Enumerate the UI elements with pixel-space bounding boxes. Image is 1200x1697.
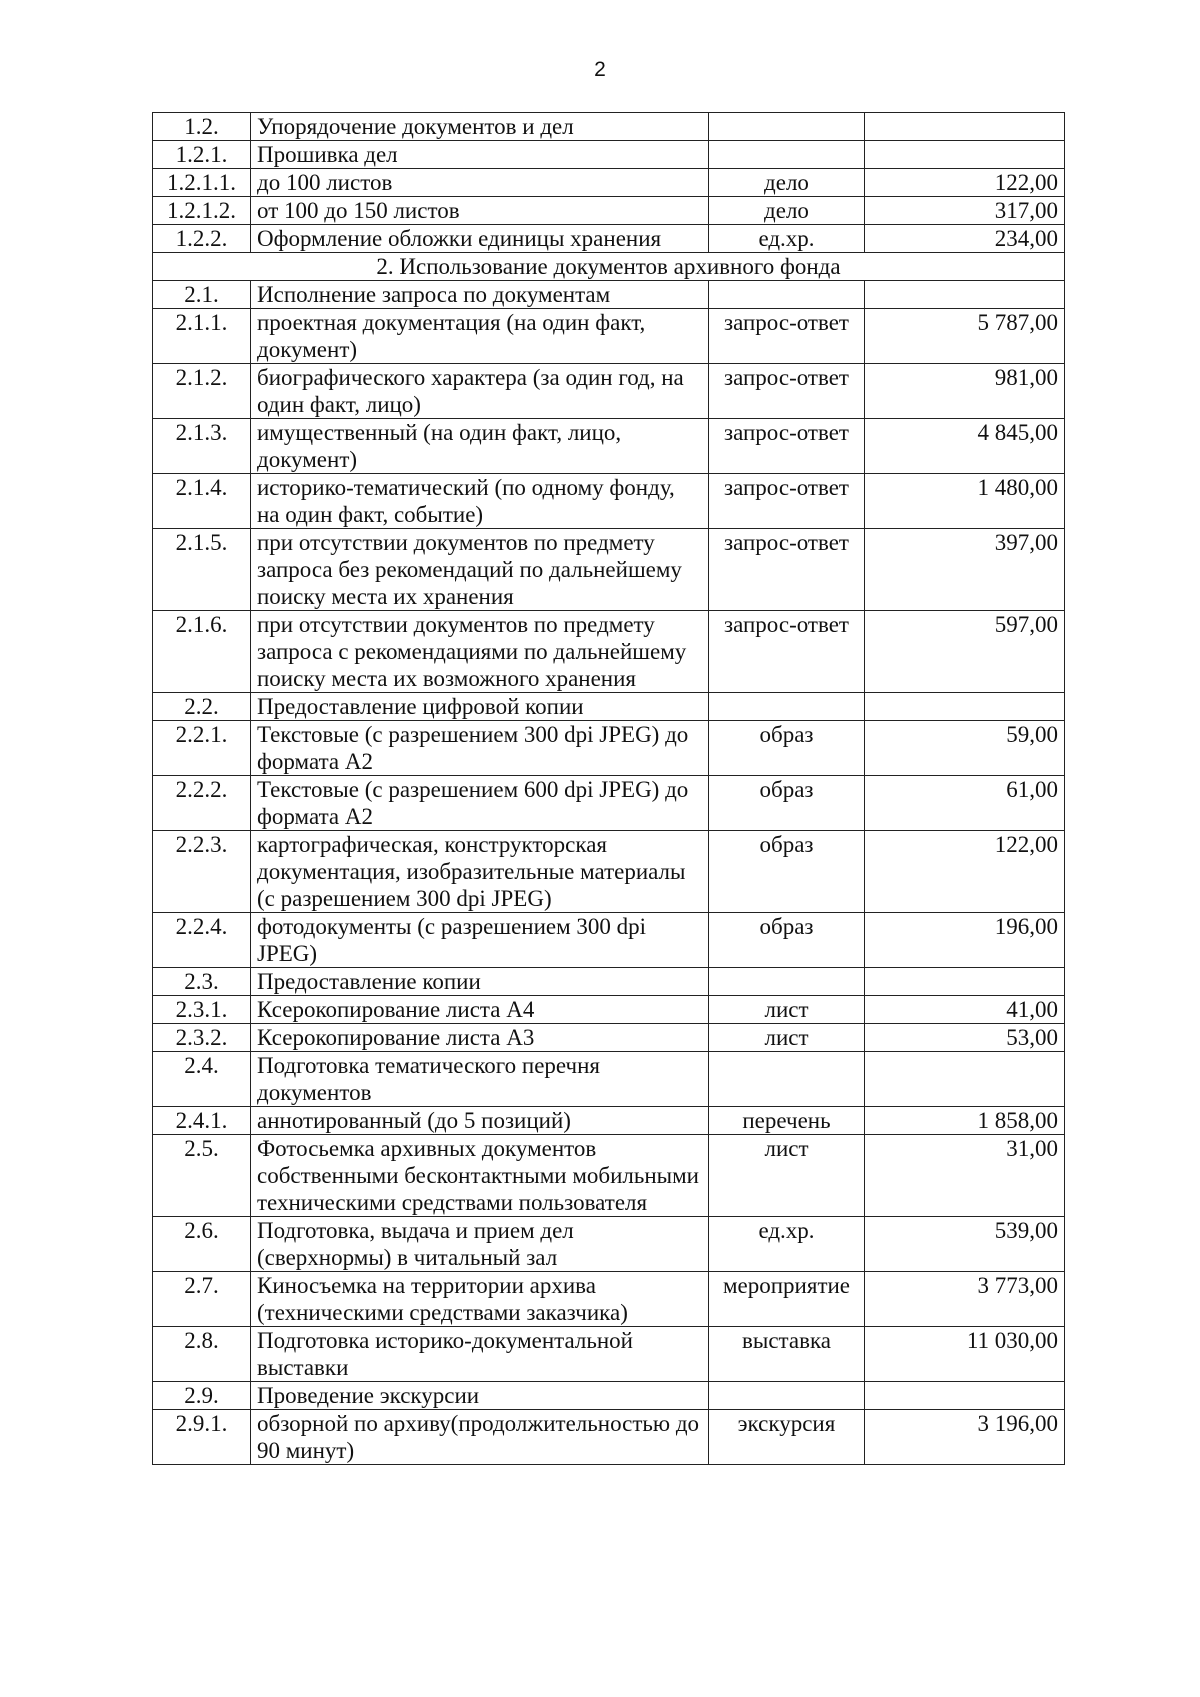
price-cell: 122,00	[865, 831, 1065, 913]
row-number-cell: 1.2.1.1.	[153, 169, 251, 197]
service-name-cell: при отсутствии документов по предмету запроса без рекомендаций по дальнейшему поиску места их хранения	[251, 529, 709, 611]
table-row	[153, 309, 1065, 364]
price-cell: 122,00	[865, 169, 1065, 197]
service-name-cell: Проведение экскурсии	[251, 1382, 709, 1410]
service-name-cell: от 100 до 150 листов	[251, 197, 709, 225]
row-number-cell: 2.2.4.	[153, 913, 251, 968]
row-number-cell: 2.2.1.	[153, 721, 251, 776]
price-cell: 3 196,00	[865, 1410, 1065, 1465]
table-row	[153, 1107, 1065, 1135]
table-row	[153, 197, 1065, 225]
service-name-cell: Подготовка историко-документальной выставки	[251, 1327, 709, 1382]
unit-cell: запрос-ответ	[709, 529, 865, 611]
unit-cell	[709, 113, 865, 141]
price-cell: 539,00	[865, 1217, 1065, 1272]
price-cell: 397,00	[865, 529, 1065, 611]
service-name-cell: Предоставление копии	[251, 968, 709, 996]
service-name-cell: Упорядочение документов и дел	[251, 113, 709, 141]
table-row	[153, 1382, 1065, 1410]
table-row	[153, 996, 1065, 1024]
row-number-cell: 2.4.	[153, 1052, 251, 1107]
table-row	[153, 1024, 1065, 1052]
price-cell: 981,00	[865, 364, 1065, 419]
service-name-cell: при отсутствии документов по предмету запроса с рекомендациями по дальнейшему поиску места их возможного хранения	[251, 611, 709, 693]
unit-cell: лист	[709, 1135, 865, 1217]
service-name-cell: до 100 листов	[251, 169, 709, 197]
unit-cell	[709, 141, 865, 169]
service-name-cell: Прошивка дел	[251, 141, 709, 169]
table-row	[153, 474, 1065, 529]
unit-cell: дело	[709, 197, 865, 225]
price-cell	[865, 1382, 1065, 1410]
service-name-cell: Киносъемка на территории архива (техническими средствами заказчика)	[251, 1272, 709, 1327]
service-name-cell: проектная документация (на один факт, документ)	[251, 309, 709, 364]
table-row	[153, 1217, 1065, 1272]
service-name-cell: картографическая, конструкторская документация, изобразительные материалы (с разрешением 300 dpi JPEG)	[251, 831, 709, 913]
table-row	[153, 419, 1065, 474]
price-cell	[865, 141, 1065, 169]
price-cell: 597,00	[865, 611, 1065, 693]
table-row	[153, 1272, 1065, 1327]
table-row	[153, 913, 1065, 968]
row-number-cell: 2.9.	[153, 1382, 251, 1410]
price-cell	[865, 693, 1065, 721]
price-table-body	[153, 113, 1065, 1465]
row-number-cell: 1.2.	[153, 113, 251, 141]
unit-cell: запрос-ответ	[709, 474, 865, 529]
row-number-cell: 2.7.	[153, 1272, 251, 1327]
row-number-cell: 2.6.	[153, 1217, 251, 1272]
service-name-cell: Предоставление цифровой копии	[251, 693, 709, 721]
price-cell: 1 858,00	[865, 1107, 1065, 1135]
unit-cell: образ	[709, 776, 865, 831]
row-number-cell: 2.1.5.	[153, 529, 251, 611]
unit-cell	[709, 693, 865, 721]
table-row	[153, 113, 1065, 141]
row-number-cell: 1.2.2.	[153, 225, 251, 253]
service-name-cell: Исполнение запроса по документам	[251, 281, 709, 309]
service-name-cell: Подготовка тематического перечня документов	[251, 1052, 709, 1107]
unit-cell	[709, 1052, 865, 1107]
row-number-cell: 1.2.1.2.	[153, 197, 251, 225]
service-name-cell: Оформление обложки единицы хранения	[251, 225, 709, 253]
section-row	[153, 253, 1065, 281]
row-number-cell: 2.3.	[153, 968, 251, 996]
service-name-cell: Ксерокопирование листа А4	[251, 996, 709, 1024]
service-name-cell: имущественный (на один факт, лицо, документ)	[251, 419, 709, 474]
price-cell	[865, 113, 1065, 141]
table-row	[153, 1052, 1065, 1107]
row-number-cell: 2.1.1.	[153, 309, 251, 364]
unit-cell: лист	[709, 1024, 865, 1052]
service-name-cell: Ксерокопирование листа А3	[251, 1024, 709, 1052]
table-row	[153, 693, 1065, 721]
row-number-cell: 2.3.2.	[153, 1024, 251, 1052]
table-row	[153, 281, 1065, 309]
row-number-cell: 2.1.2.	[153, 364, 251, 419]
price-cell	[865, 968, 1065, 996]
unit-cell: образ	[709, 831, 865, 913]
table-row	[153, 1135, 1065, 1217]
price-cell: 11 030,00	[865, 1327, 1065, 1382]
price-cell: 31,00	[865, 1135, 1065, 1217]
page-number: 2	[594, 58, 606, 81]
row-number-cell: 2.1.4.	[153, 474, 251, 529]
price-cell: 59,00	[865, 721, 1065, 776]
service-name-cell: обзорной по архиву(продолжительностью до 90 минут)	[251, 1410, 709, 1465]
service-name-cell: биографического характера (за один год, на один факт, лицо)	[251, 364, 709, 419]
table-row	[153, 1327, 1065, 1382]
price-cell: 234,00	[865, 225, 1065, 253]
price-cell: 5 787,00	[865, 309, 1065, 364]
unit-cell	[709, 968, 865, 996]
price-cell: 61,00	[865, 776, 1065, 831]
unit-cell	[709, 1382, 865, 1410]
service-name-cell: фотодокументы (с разрешением 300 dpi JPEG)	[251, 913, 709, 968]
service-name-cell: Текстовые (с разрешением 300 dpi JPEG) до формата А2	[251, 721, 709, 776]
unit-cell: запрос-ответ	[709, 309, 865, 364]
price-cell: 317,00	[865, 197, 1065, 225]
price-cell: 1 480,00	[865, 474, 1065, 529]
price-cell: 53,00	[865, 1024, 1065, 1052]
service-name-cell: аннотированный (до 5 позиций)	[251, 1107, 709, 1135]
price-cell: 41,00	[865, 996, 1065, 1024]
service-name-cell: историко-тематический (по одному фонду, на один факт, событие)	[251, 474, 709, 529]
price-cell: 3 773,00	[865, 1272, 1065, 1327]
row-number-cell: 2.2.	[153, 693, 251, 721]
row-number-cell: 2.5.	[153, 1135, 251, 1217]
table-row	[153, 721, 1065, 776]
row-number-cell: 2.9.1.	[153, 1410, 251, 1465]
unit-cell: запрос-ответ	[709, 419, 865, 474]
unit-cell: образ	[709, 913, 865, 968]
row-number-cell: 2.2.3.	[153, 831, 251, 913]
service-name-cell: Текстовые (с разрешением 600 dpi JPEG) до формата А2	[251, 776, 709, 831]
price-cell: 4 845,00	[865, 419, 1065, 474]
unit-cell: экскурсия	[709, 1410, 865, 1465]
table-row	[153, 364, 1065, 419]
price-table	[152, 112, 1065, 1465]
row-number-cell: 2.8.	[153, 1327, 251, 1382]
row-number-cell: 2.3.1.	[153, 996, 251, 1024]
price-cell: 196,00	[865, 913, 1065, 968]
table-row	[153, 776, 1065, 831]
unit-cell: запрос-ответ	[709, 611, 865, 693]
row-number-cell: 2.1.3.	[153, 419, 251, 474]
row-number-cell: 2.1.6.	[153, 611, 251, 693]
row-number-cell: 2.4.1.	[153, 1107, 251, 1135]
unit-cell: перечень	[709, 1107, 865, 1135]
row-number-cell: 1.2.1.	[153, 141, 251, 169]
price-cell	[865, 281, 1065, 309]
service-name-cell: Фотосьемка архивных документов собственными бесконтактными мобильными техническими средствами пользователя	[251, 1135, 709, 1217]
unit-cell	[709, 281, 865, 309]
unit-cell: ед.хр.	[709, 1217, 865, 1272]
table-row	[153, 141, 1065, 169]
unit-cell: лист	[709, 996, 865, 1024]
table-row	[153, 831, 1065, 913]
unit-cell: выставка	[709, 1327, 865, 1382]
table-row	[153, 529, 1065, 611]
unit-cell: мероприятие	[709, 1272, 865, 1327]
row-number-cell: 2.1.	[153, 281, 251, 309]
table-row	[153, 225, 1065, 253]
table-row	[153, 611, 1065, 693]
unit-cell: запрос-ответ	[709, 364, 865, 419]
row-number-cell: 2.2.2.	[153, 776, 251, 831]
table-row	[153, 1410, 1065, 1465]
unit-cell: образ	[709, 721, 865, 776]
table-row	[153, 169, 1065, 197]
unit-cell: дело	[709, 169, 865, 197]
unit-cell: ед.хр.	[709, 225, 865, 253]
service-name-cell: Подготовка, выдача и прием дел (сверхнормы) в читальный зал	[251, 1217, 709, 1272]
price-cell	[865, 1052, 1065, 1107]
section-title: 2. Использование документов архивного фонда	[153, 253, 1065, 281]
table-row	[153, 968, 1065, 996]
